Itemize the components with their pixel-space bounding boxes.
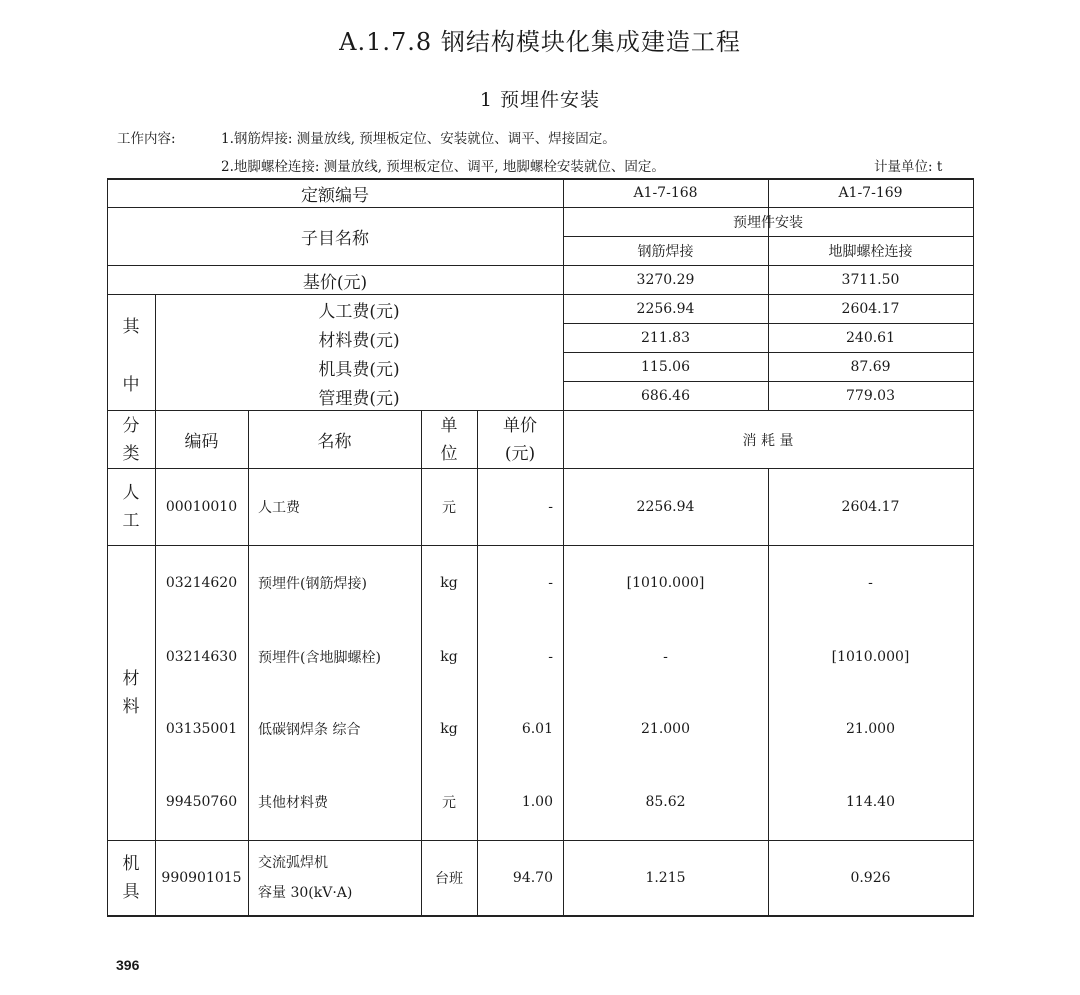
item-name-2: 地脚螺栓连接: [828, 244, 913, 260]
page-number: 396: [116, 957, 140, 973]
material-cost-label: 材料费(元): [318, 330, 400, 351]
row-value-1: 2256.94: [636, 499, 695, 515]
row-value-2: -: [868, 575, 873, 591]
management-cost-1: 686.46: [641, 388, 690, 404]
row-value-2: 114.40: [846, 794, 895, 810]
labor-cost-1: 2256.94: [636, 301, 695, 317]
quota-no-label: 定额编号: [301, 185, 369, 206]
of-which-label-1: 其: [122, 316, 140, 337]
section-machine: 机 具: [122, 854, 140, 902]
row-price: -: [548, 575, 553, 591]
row-value-2: [1010.000]: [831, 649, 910, 665]
section-material: 材 料: [122, 669, 140, 717]
labor-cost-2: 2604.17: [841, 301, 900, 317]
row-code: 990901015: [161, 870, 242, 886]
header-consumption: 消 耗 量: [742, 432, 794, 449]
row-value-2: 0.926: [850, 870, 891, 886]
row-value-2: 2604.17: [841, 499, 900, 515]
machine-cost-label: 机具费(元): [318, 359, 400, 380]
work-content-label: 工作内容:: [117, 131, 176, 147]
header-price: 单价 (元): [503, 415, 537, 464]
row-code: 99450760: [165, 794, 238, 810]
row-unit: 台班: [435, 871, 463, 887]
row-name: 交流弧焊机 容量 30(kV·A): [258, 855, 353, 901]
row-code: 03135001: [165, 721, 238, 737]
of-which-label-2: 中: [122, 374, 140, 395]
quota-no-1: A1-7-168: [633, 185, 698, 201]
header-code: 编码: [184, 432, 219, 452]
row-name: 预埋件(含地脚螺栓): [258, 650, 381, 666]
section-title: A.1.7.8 钢结构模块化集成建造工程: [339, 28, 741, 56]
base-price-1: 3270.29: [636, 272, 695, 288]
row-unit: kg: [440, 575, 458, 591]
header-name: 名称: [317, 432, 352, 452]
row-price: -: [548, 499, 553, 515]
row-price: 1.00: [521, 794, 553, 810]
quota-no-2: A1-7-169: [838, 185, 903, 201]
material-cost-1: 211.83: [641, 330, 690, 346]
row-price: 94.70: [512, 870, 553, 886]
row-price: 6.01: [521, 721, 553, 737]
machine-cost-2: 87.69: [850, 359, 891, 375]
management-cost-label: 管理费(元): [318, 388, 400, 409]
row-name: 低碳钢焊条 综合: [258, 722, 361, 738]
row-name: 预埋件(钢筋焊接): [258, 576, 367, 592]
row-value-1: 85.62: [645, 794, 686, 810]
labor-cost-label: 人工费(元): [318, 301, 400, 322]
header-category: 分 类: [122, 415, 140, 464]
measure-unit: 计量单位: t: [874, 159, 943, 175]
management-cost-2: 779.03: [846, 388, 895, 404]
item-name-1: 钢筋焊接: [637, 244, 694, 260]
row-unit: kg: [440, 721, 458, 737]
item-name-label: 子目名称: [301, 229, 369, 249]
row-code: 00010010: [165, 499, 238, 515]
row-code: 03214630: [165, 649, 238, 665]
base-price-label: 基价(元): [302, 272, 368, 293]
section-labor: 人 工: [122, 483, 140, 531]
work-content-item-2: 2.地脚螺栓连接: 测量放线, 预埋板定位、调平, 地脚螺栓安装就位、固定。: [221, 159, 665, 175]
base-price-2: 3711.50: [841, 272, 900, 288]
subsection-title: 1 预埋件安装: [479, 89, 601, 111]
row-code: 03214620: [165, 575, 238, 591]
row-price: -: [548, 649, 553, 665]
item-group-name: 预埋件安装: [733, 215, 803, 231]
row-value-1: 1.215: [645, 870, 686, 886]
row-value-2: 21.000: [846, 721, 895, 737]
row-value-1: [1010.000]: [626, 575, 705, 591]
material-cost-2: 240.61: [846, 330, 895, 346]
header-unit: 单 位: [440, 415, 458, 464]
row-name: 其他材料费: [258, 795, 328, 811]
machine-cost-1: 115.06: [641, 359, 690, 375]
row-value-1: -: [663, 649, 668, 665]
work-content-item-1: 1.钢筋焊接: 测量放线, 预埋板定位、安装就位、调平、焊接固定。: [221, 131, 616, 147]
row-name: 人工费: [258, 500, 300, 516]
row-unit: 元: [442, 500, 456, 516]
row-value-1: 21.000: [641, 721, 690, 737]
row-unit: kg: [440, 649, 458, 665]
row-unit: 元: [442, 795, 456, 811]
